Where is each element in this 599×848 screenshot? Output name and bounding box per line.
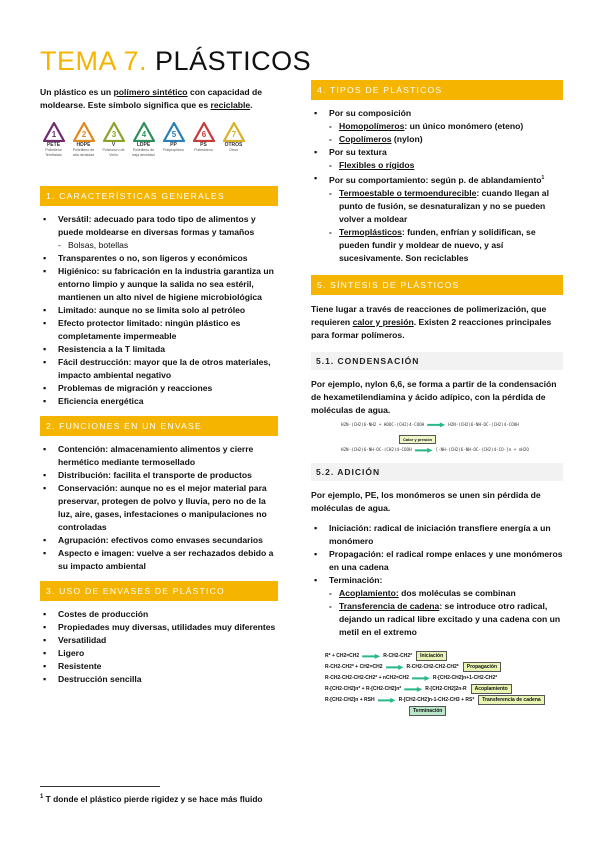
formula-line-1 xyxy=(341,422,563,428)
section-5-2-list xyxy=(311,522,563,639)
arrow-icon xyxy=(404,687,422,692)
svg-text:4: 4 xyxy=(141,130,146,139)
formula-1-left: H2N-(CH2)6-NH2 + HOOC-(CH2)4-COOH xyxy=(341,421,425,427)
scheme-reactant: R-[CH2-CH2]n + RSH xyxy=(325,697,375,704)
recycling-code-ps xyxy=(190,122,217,178)
homopolimeros: Homopolímeros xyxy=(339,121,405,131)
arrow-icon xyxy=(427,422,445,427)
recycling-code-desc: Polietileno Tereftalato xyxy=(45,148,62,157)
formula-line-2 xyxy=(341,447,563,453)
recycling-code-label: PS xyxy=(200,142,207,148)
list-item: ▪ Propagación: el radical rompe enlaces y une monómeros en una cadena xyxy=(311,548,563,574)
section-2-list xyxy=(40,443,278,573)
left-column xyxy=(40,84,278,686)
section-5-2-text: Por ejemplo, PE, los monómeros se unen sin pérdida de moléculas de agua. xyxy=(311,489,541,513)
formula-2-right: [-NH-(CH2)6-NH-OC-(CH2)4-CO-]n + nH2O xyxy=(435,447,529,453)
recycling-code-label: LDPE xyxy=(136,142,151,148)
list-item xyxy=(311,172,563,187)
copolimeros-desc: (nylon) xyxy=(391,134,423,144)
termoestable-desc: : cuando llegan al punto de fusión, se desnaturalizan y no se pueden volver a moldear xyxy=(339,187,549,224)
recycle-triangle-icon xyxy=(163,122,185,142)
list-subitem xyxy=(311,159,563,172)
section-5 xyxy=(311,275,563,342)
list-item: ▪ Problemas de migración y reacciones xyxy=(40,382,278,395)
list-item: ▪ Transparentes o no, son ligeros y económicos xyxy=(40,252,278,265)
comportamiento: Por su comportamiento: según p. de ablandamiento xyxy=(329,174,542,185)
right-column xyxy=(311,80,563,717)
recycling-code-otros xyxy=(220,122,247,178)
footnote-divider xyxy=(40,786,160,787)
arrow-icon xyxy=(362,654,380,659)
transferencia-desc: : se introduce otro radical, dejando un radical libre excitado y una cadena con un metil en el extremo xyxy=(339,600,561,637)
section-2 xyxy=(40,416,278,573)
section-1 xyxy=(40,186,278,408)
list-subitem xyxy=(311,226,563,265)
section-5-1-header-band xyxy=(311,352,563,370)
flexibles-rigidos: Flexibles o rígidos xyxy=(339,160,415,170)
recycling-codes xyxy=(40,122,278,178)
recycling-code-desc: Polietileno de alta densidad xyxy=(72,148,95,157)
section-4-list xyxy=(311,107,563,265)
section-5-header: 5. SÍNTESIS DE PLÁSTICOS xyxy=(311,275,563,295)
scheme-reactant: R* + CH2=CH2 xyxy=(325,653,360,660)
scheme-reactant: R-[CH2-CH2]n* + R-[CH2-CH2]n* xyxy=(325,686,402,693)
scheme-product: R-[CH2-CH2]n-1-CH2-CH3 + RS* xyxy=(398,697,475,704)
termoplasticos-desc: : funden, enfrían y solidifican, se pueden fundir y moldear de nuevo, y así sucesivamente. Son reciclables xyxy=(339,226,536,263)
scheme-row xyxy=(325,673,565,684)
svg-text:7: 7 xyxy=(231,130,236,139)
footnote-text: T donde el plástico pierde rigidez y se hace más fluido xyxy=(43,794,263,804)
list-item: ▪ Por su composición xyxy=(311,107,563,120)
scheme-tag: Acoplamiento xyxy=(471,684,512,694)
title-number: TEMA 7. xyxy=(40,46,148,76)
scheme-row xyxy=(325,684,565,695)
scheme-tag: Terminación xyxy=(409,706,446,716)
recycling-code-label: PP xyxy=(170,142,177,148)
recycling-code-label: HDPE xyxy=(76,142,91,148)
recycling-code-label: PETE xyxy=(46,142,61,148)
condensation-formula xyxy=(311,422,563,453)
recycling-code-desc: Otros xyxy=(229,148,238,152)
scheme-row xyxy=(325,651,565,662)
list-subitem xyxy=(311,587,563,600)
list-item: ▪ Propiedades muy diversas, utilidades muy diferentes xyxy=(40,621,278,634)
recycling-code-pete xyxy=(40,122,67,178)
section-1-list xyxy=(40,213,278,408)
section-5-1-text: Por ejemplo, nylon 6,6, se forma a partir de la condensación de hexametilendiamina y ácido adípico, con la pérdida de moléculas de agua. xyxy=(311,378,557,415)
page-title xyxy=(40,46,311,77)
arrow-icon xyxy=(378,698,396,703)
acoplamiento-desc: dos moléculas se combinan xyxy=(398,587,516,598)
list-item: ▪ Costes de producción xyxy=(40,608,278,621)
title-name: PLÁSTICOS xyxy=(155,46,312,76)
intro-polimero-sintetico: polímero sintético xyxy=(113,87,188,97)
svg-text:6: 6 xyxy=(201,130,206,139)
copolimeros: Copolímeros xyxy=(339,134,392,144)
footnote-mark: 1 xyxy=(40,794,44,801)
scheme-tag: Propagación xyxy=(463,662,501,672)
list-item: ▪ Por su textura xyxy=(311,146,563,159)
list-item: ▪ Agrupación: efectivos como envases secundarios xyxy=(40,534,278,547)
section-3-header: 3. USO DE ENVASES DE PLÁSTICO xyxy=(40,581,278,601)
list-subitem xyxy=(311,133,563,146)
list-item: ▪ Ligero xyxy=(40,647,278,660)
scheme-product: R-CH2-CH2-CH2-CH2* xyxy=(406,664,459,671)
recycle-triangle-icon xyxy=(43,122,65,142)
transferencia-cadena: Transferencia de cadena xyxy=(339,600,440,611)
recycling-code-desc: Poliestireno xyxy=(194,148,213,152)
acoplamiento: Acoplamiento: xyxy=(339,587,399,598)
list-item: ▪ Iniciación: radical de iniciación transfiere energía a un monómero xyxy=(311,522,563,548)
recycling-code-label: V xyxy=(111,142,116,148)
section-1-header: 1. CARACTERÍSTICAS GENERALES xyxy=(40,186,278,206)
recycling-code-ldpe xyxy=(130,122,157,178)
recycling-code-v xyxy=(100,122,127,178)
list-item: ▪ Distribución: facilita el transporte de productos xyxy=(40,469,278,482)
scheme-tag: Iniciación xyxy=(416,651,447,661)
list-item: ▪ Efecto protector limitado: ningún plástico es completamente impermeable xyxy=(40,317,278,343)
scheme-row xyxy=(325,706,565,717)
list-subitem xyxy=(311,600,563,639)
termoplasticos: Termoplásticos xyxy=(339,226,402,237)
recycling-code-desc: Policloruro de Vinilo xyxy=(102,148,125,157)
recycling-code-desc: Polipropileno xyxy=(163,148,184,152)
sintesis-text-2: . Existen 2 reacciones principales para formar polímeros. xyxy=(311,316,552,340)
scheme-row xyxy=(325,695,565,706)
formula-1-right: H2N-(CH2)6-NH-OC-(CH2)4-COOH xyxy=(448,421,519,427)
svg-text:1: 1 xyxy=(51,130,56,139)
section-5-2-header: 5.2. ADICIÓN xyxy=(316,466,381,477)
intro-reciclable: reciclable xyxy=(210,100,251,110)
recycle-triangle-icon xyxy=(223,122,245,142)
intro-paragraph xyxy=(40,86,278,112)
list-item: ▪ Eficiencia energética xyxy=(40,395,278,408)
scheme-tag: Transferencia de cadena xyxy=(478,695,544,705)
section-5-text xyxy=(311,303,563,342)
list-subitem: - Bolsas, botellas xyxy=(40,239,278,252)
intro-text-3: . xyxy=(250,100,253,110)
recycling-code-desc: Polietileno de baja densidad xyxy=(132,148,155,157)
list-item: ▪ Limitado: aunque no se limita solo al petróleo xyxy=(40,304,278,317)
addition-scheme xyxy=(311,651,565,717)
scheme-product: R-[CH2-CH2]2n-R xyxy=(425,686,467,693)
list-subitem xyxy=(311,187,563,226)
calor-presion: calor y presión xyxy=(352,316,414,327)
svg-text:2: 2 xyxy=(81,130,86,139)
intro-text-1: Un plástico es un xyxy=(40,87,114,97)
list-item: ▪ Terminación: xyxy=(311,574,563,587)
list-subitem xyxy=(311,120,563,133)
section-5-2-header-band xyxy=(311,463,563,481)
recycle-triangle-icon xyxy=(103,122,125,142)
list-item: ▪ Versatilidad xyxy=(40,634,278,647)
arrow-icon xyxy=(412,676,430,681)
scheme-reactant: R-CH2-CH2-CH2-CH2* + nCH2=CH2 xyxy=(325,675,409,682)
section-3 xyxy=(40,581,278,686)
list-item: ▪ Versátil: adecuado para todo tipo de alimentos y puede moldearse en diversas formas y tamaños xyxy=(40,213,278,239)
footnote-ref: 1 xyxy=(541,175,545,181)
recycle-triangle-icon xyxy=(73,122,95,142)
recycle-triangle-icon xyxy=(133,122,155,142)
list-item: ▪ Resistente xyxy=(40,660,278,673)
list-item: ▪ Contención: almacenamiento alimentos y cierre hermético mediante termosellado xyxy=(40,443,278,469)
section-5-2 xyxy=(311,463,563,717)
list-item: ▪ Fácil destrucción: mayor que la de otros materiales, impacto ambiental negativo xyxy=(40,356,278,382)
list-item: ▪ Aspecto e imagen: vuelve a ser rechazados debido a su impacto ambiental xyxy=(40,547,278,573)
arrow-icon xyxy=(386,665,404,670)
homopolimeros-desc: : un único monómero (eteno) xyxy=(404,121,524,131)
recycling-code-hdpe xyxy=(70,122,97,178)
scheme-row xyxy=(325,662,565,673)
svg-text:3: 3 xyxy=(111,130,116,139)
recycle-triangle-icon xyxy=(193,122,215,142)
section-2-header: 2. FUNCIONES EN UN ENVASE xyxy=(40,416,278,436)
calor-presion-tag: Calor y presión xyxy=(399,435,436,444)
arrow-icon xyxy=(415,448,433,453)
section-4-header: 4. TIPOS DE PLÁSTICOS xyxy=(311,80,563,100)
intro-text-2: con capacidad de moldearse. Este símbolo significa que es xyxy=(40,87,263,110)
sintesis-text-1: Tiene lugar a través de reacciones de polimerización, que requieren xyxy=(311,303,547,327)
list-item: ▪ Higiénico: su fabricación en la industria garantiza un entorno limpio y aunque la salida no sea estéril, mantienen un alto nivel de higiene microbiológica xyxy=(40,265,278,304)
list-item: ▪ Destrucción sencilla xyxy=(40,673,278,686)
list-item: ▪ Resistencia a la T limitada xyxy=(40,343,278,356)
recycling-code-label: OTROS xyxy=(224,142,243,148)
scheme-reactant: R-CH2-CH2* + CH2=CH2 xyxy=(325,664,383,671)
scheme-product: R-CH2-CH2* xyxy=(383,653,413,660)
list-item: ▪ Conservación: aunque no es el mejor material para preservar, protegen de polvo y lluvia, pero no de la luz, aire, gases, infestaciones o manipulaciones no controladas xyxy=(40,482,278,534)
section-4 xyxy=(311,80,563,265)
footnote xyxy=(40,794,263,804)
recycling-code-pp xyxy=(160,122,187,178)
section-5-1 xyxy=(311,352,563,453)
formula-2-left: H2N-(CH2)6-NH-OC-(CH2)4-COOH xyxy=(341,447,412,453)
section-5-1-header: 5.1. CONDENSACIÓN xyxy=(316,355,420,366)
termoestable: Termoestable o termoendurecible xyxy=(339,187,477,198)
scheme-product: R-[CH2-CH2]n+1-CH2-CH2* xyxy=(432,675,498,682)
section-3-list xyxy=(40,608,278,686)
svg-text:5: 5 xyxy=(171,130,176,139)
